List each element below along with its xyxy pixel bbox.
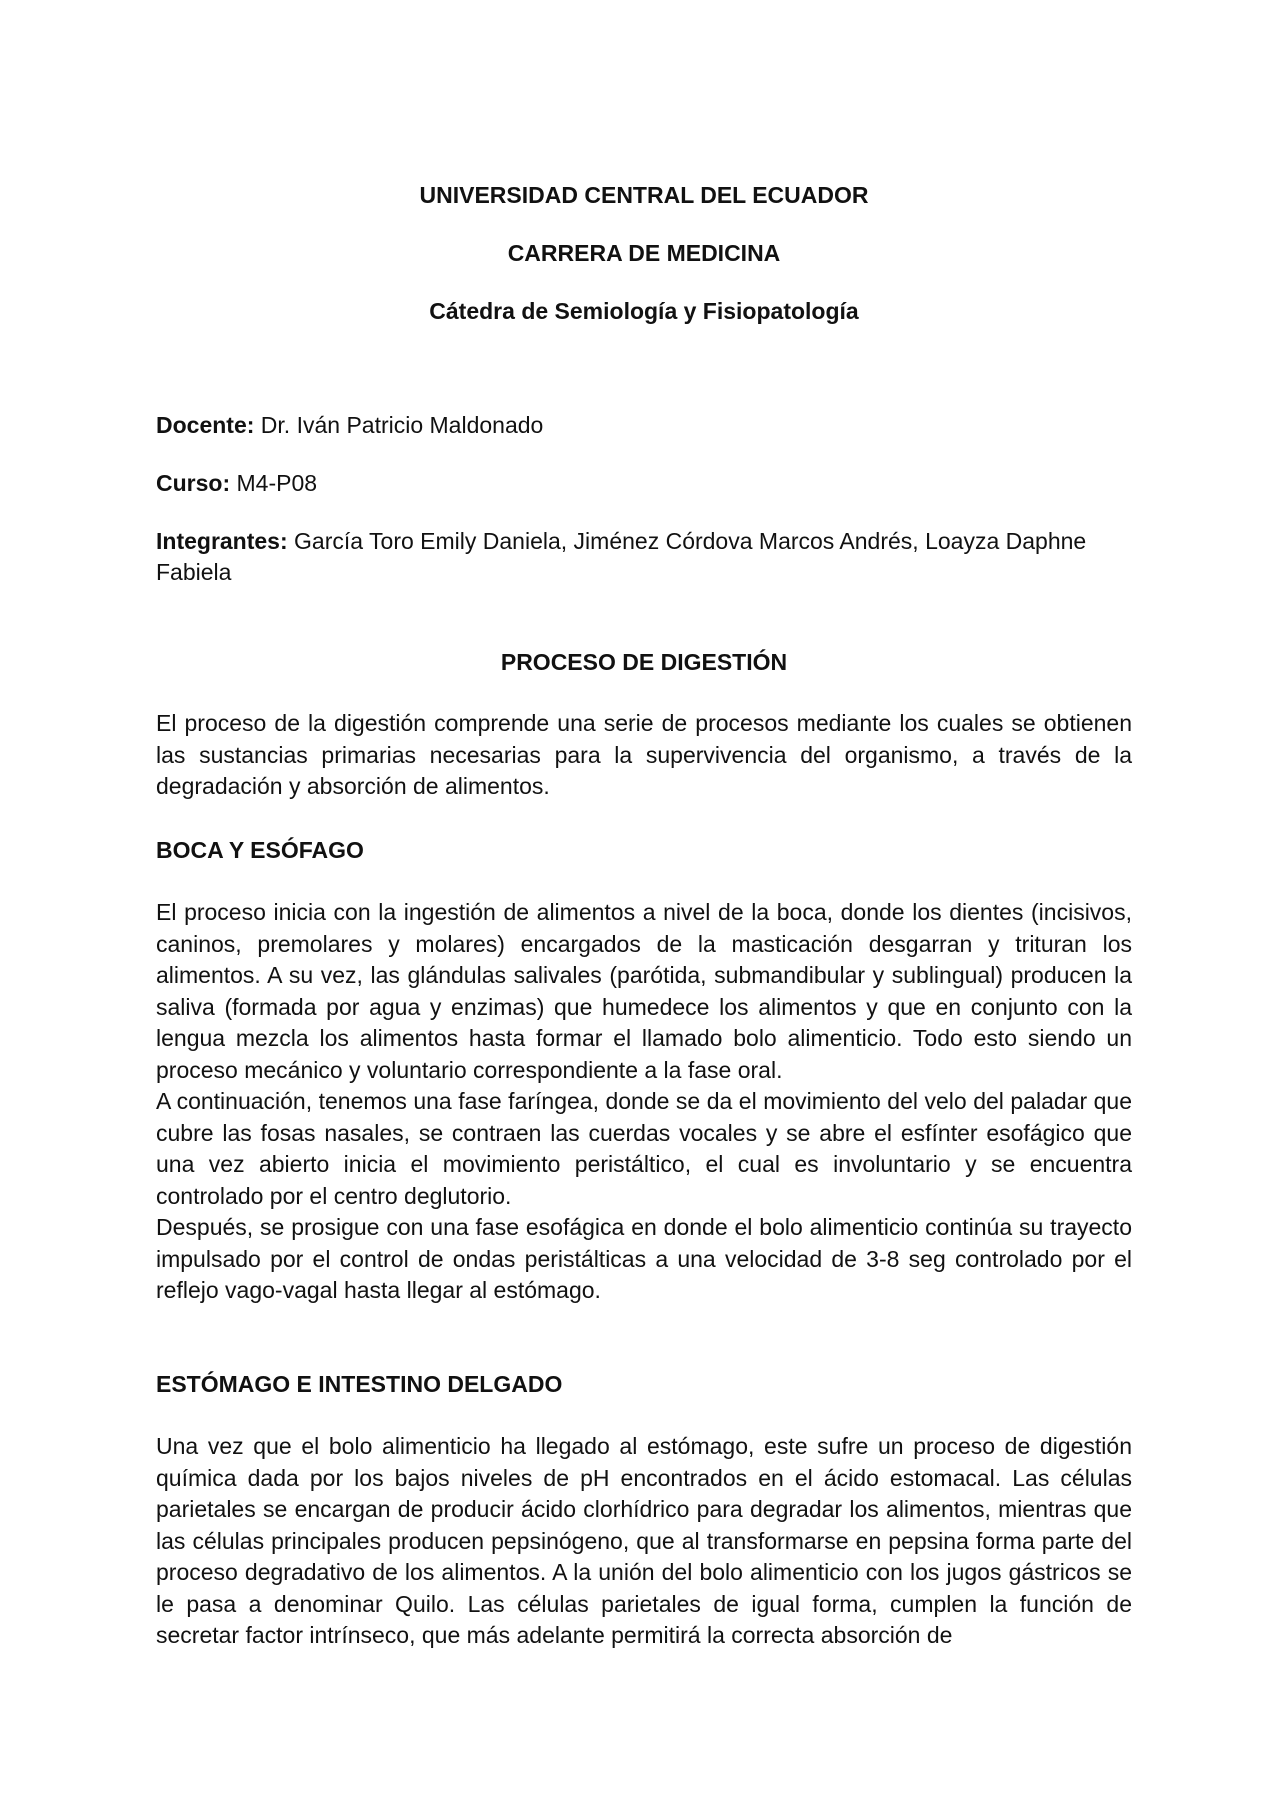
section2-heading: ESTÓMAGO E INTESTINO DELGADO xyxy=(156,1371,563,1397)
section1-paragraph-3: Después, se prosigue con una fase esofágica en donde el bolo alimenticio continúa su trayecto impulsado por el control de ondas peristálticas a una velocidad de 3-8 seg controlado por el reflejo vago-vagal hasta llegar al estómago. xyxy=(156,1214,1132,1303)
section1-paragraph-2: A continuación, tenemos una fase faríngea, donde se da el movimiento del velo del paladar que cubre las fosas nasales, se contraen las cuerdas vocales y se abre el esfínter esofágico que una vez abierto inicia el movimiento peristáltico, el cual es involuntario y se encuentra controlado por el centro deglutorio. xyxy=(156,1088,1132,1209)
section2-paragraph-1: Una vez que el bolo alimenticio ha llegado al estómago, este sufre un proceso de digestión química dada por los bajos niveles de pH encontrados en el ácido estomacal. Las células parietales se encargan de producir ácido clorhídrico para degradar los alimentos, mientras que las células principales producen pepsinógeno, que al transformarse en pepsina forma parte del proceso degradativo de los alimentos. A la unión del bolo alimenticio con los jugos gástricos se le pasa a denominar Quilo. Las células parietales de igual forma, cumplen la función de secretar factor intrínseco, que más adelante permitirá la correcta absorción de xyxy=(156,1433,1132,1648)
career-title: CARRERA DE MEDICINA xyxy=(507,240,781,266)
course-value: M4-P08 xyxy=(230,470,318,496)
chair-title: Cátedra de Semiología y Fisiopatología xyxy=(429,298,859,324)
document-page xyxy=(156,0,1132,1808)
intro-paragraph xyxy=(156,708,1132,803)
intro-text: El proceso de la digestión comprende una serie de procesos mediante los cuales se obtienen las sustancias primarias necesarias para la supervivencia del organismo, a través de la degradación y absorción de alimentos. xyxy=(156,710,1132,799)
university-title: UNIVERSIDAD CENTRAL DEL ECUADOR xyxy=(419,182,869,208)
course-label: Curso: xyxy=(156,470,231,496)
members-value: García Toro Emily Daniela, Jiménez Córdova Marcos Andrés, Loayza Daphne Fabiela xyxy=(156,528,1087,585)
teacher-value: Dr. Iván Patricio Maldonado xyxy=(254,412,544,438)
section1-heading: BOCA Y ESÓFAGO xyxy=(156,837,364,863)
course-line xyxy=(156,468,1132,499)
section1-paragraph-1: El proceso inicia con la ingestión de alimentos a nivel de la boca, donde los dientes (incisivos, caninos, premolares y molares) encargados de la masticación desgarran y trituran los alimentos. A su vez, las glándulas salivales (parótida, submandibular y sublingual) producen la saliva (formada por agua y enzimas) que humedece los alimentos y que en conjunto con la lengua mezcla los alimentos hasta formar el llamado bolo alimenticio. Todo esto siendo un proceso mecánico y voluntario correspondiente a la fase oral. xyxy=(156,899,1132,1083)
members-label: Integrantes: xyxy=(156,528,288,554)
members-line xyxy=(156,526,1132,588)
main-title: PROCESO DE DIGESTIÓN xyxy=(500,649,788,675)
teacher-line xyxy=(156,410,1132,441)
section2-body xyxy=(156,1431,1132,1652)
section1-body xyxy=(156,897,1132,1307)
teacher-label: Docente: xyxy=(156,412,255,438)
